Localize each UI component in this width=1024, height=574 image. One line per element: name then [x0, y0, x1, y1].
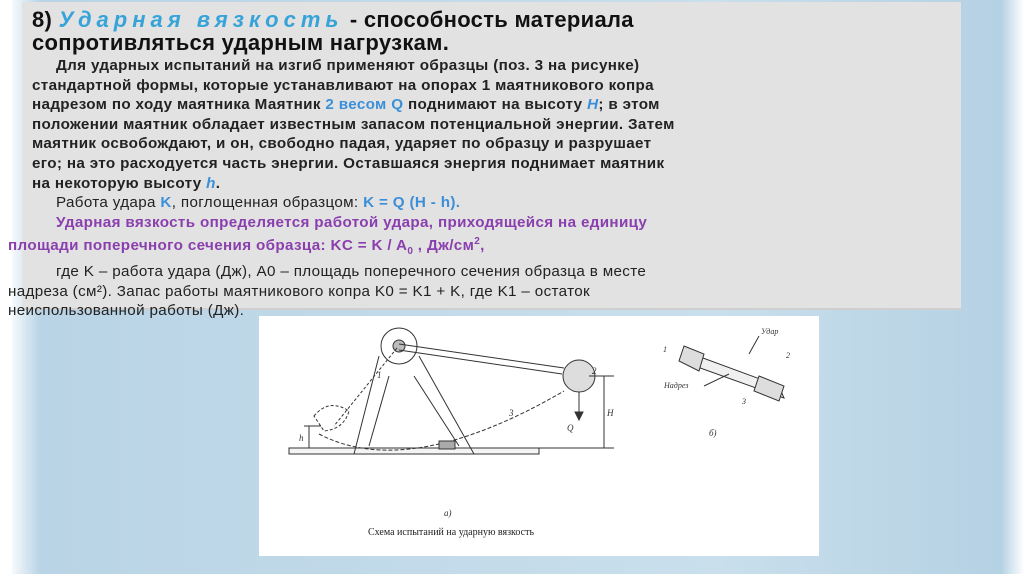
paragraph-line: поднимают на высоту — [403, 96, 588, 114]
text-panel — [8, 2, 961, 320]
paragraph-line: . — [215, 174, 221, 192]
frame-left-leg — [354, 356, 379, 454]
weight-arrowhead — [575, 412, 583, 420]
work-formula-line — [32, 193, 951, 213]
specimen-support — [439, 441, 455, 449]
figure-label-b1: 1 — [663, 345, 667, 354]
paragraph-where — [8, 262, 951, 321]
impact-toughness-definition — [8, 213, 951, 262]
notch-pointer — [704, 374, 729, 386]
paragraph-testing — [32, 56, 951, 193]
section-heading — [32, 8, 951, 54]
definition-end: , — [480, 237, 485, 255]
frame-right-leg — [419, 356, 474, 454]
paragraph-line: стандартной формы, которые устанавливают на опорах 1 маятникового копра — [32, 76, 654, 94]
figure-label-notch: Надрез — [664, 381, 689, 390]
figure-label-1: 1 — [377, 370, 382, 380]
definition-unit: , Дж/см — [413, 237, 475, 255]
work-k: K — [160, 194, 172, 212]
figure-label-b: б) — [709, 428, 717, 438]
figure-label-Q: Q — [567, 423, 574, 433]
figure-label-2: 2 — [592, 366, 597, 376]
work-formula: K = Q (H - h). — [363, 194, 461, 212]
paragraph-line: Для ударных испытаний на изгиб применяют образцы (поз. 3 на рисунке) — [56, 57, 640, 74]
paragraph-line: маятник освобождают, и он, свободно падая, ударяет по образцу и разрушает — [32, 135, 652, 153]
figure-label-b2: 2 — [786, 351, 790, 360]
paragraph-line: положении маятник обладает известным запасом потенциальной энергии. Затем — [32, 115, 675, 133]
section-definition-line1: - способность материала — [343, 7, 634, 32]
figure-caption: Схема испытаний на ударную вязкость — [368, 527, 535, 538]
paragraph-line: на некоторую высоту — [32, 174, 207, 192]
paragraph-line: где K – работа удара (Дж), A0 – площадь поперечного сечения образца в месте — [56, 263, 647, 281]
height-h-ref: h — [206, 174, 216, 192]
pendulum-weight-ref: 2 весом Q — [325, 96, 404, 114]
paragraph-line: надреза (см²). Запас работы маятникового копра K0 = K1 + K, где K1 – остаток — [8, 282, 591, 300]
work-middle: , поглощенная образцом: — [171, 194, 364, 212]
definition-line1: Ударная вязкость определяется работой удара, приходящейся на единицу — [56, 213, 648, 231]
definition-subscript: 0 — [407, 246, 414, 258]
paragraph-line: его; на это расходуется часть энергии. Оставшаяся энергия поднимает маятник — [32, 154, 665, 172]
definition-line2: площади поперечного сечения образца: KC = K / A — [8, 237, 408, 255]
slide-right-margin — [1002, 0, 1024, 574]
impact-test-figure — [259, 316, 819, 556]
section-term: Ударная вязкость — [58, 7, 344, 32]
definition-superscript: 2 — [474, 236, 481, 248]
pendulum-arm-swung — [334, 348, 397, 426]
figure-label-b3: 3 — [742, 397, 746, 406]
figure-label-impact: Удар — [761, 327, 779, 336]
pendulum-diagram — [259, 316, 819, 556]
paragraph-line: ; в этом — [598, 96, 660, 114]
height-H-ref: H — [587, 96, 599, 114]
pendulum-head-swung — [314, 406, 349, 431]
specimen-support-left — [679, 346, 704, 371]
figure-label-a: а) — [444, 508, 452, 518]
section-definition-line2: сопротивляться ударным нагрузкам. — [32, 30, 450, 55]
frame-inner-left — [369, 376, 389, 446]
impact-arrow — [749, 336, 759, 354]
section-number: 8) — [32, 7, 53, 32]
specimen-support-right — [754, 376, 784, 401]
figure-label-H: H — [607, 408, 614, 418]
figure-label-3: 3 — [509, 408, 514, 418]
paragraph-line: неиспользованной работы (Дж). — [8, 302, 245, 320]
pendulum-arm-raised-bottom — [399, 350, 562, 374]
work-prefix: Работа удара — [56, 194, 161, 212]
paragraph-line: надрезом по ходу маятника Маятник — [32, 96, 326, 114]
figure-label-h: h — [299, 433, 304, 443]
